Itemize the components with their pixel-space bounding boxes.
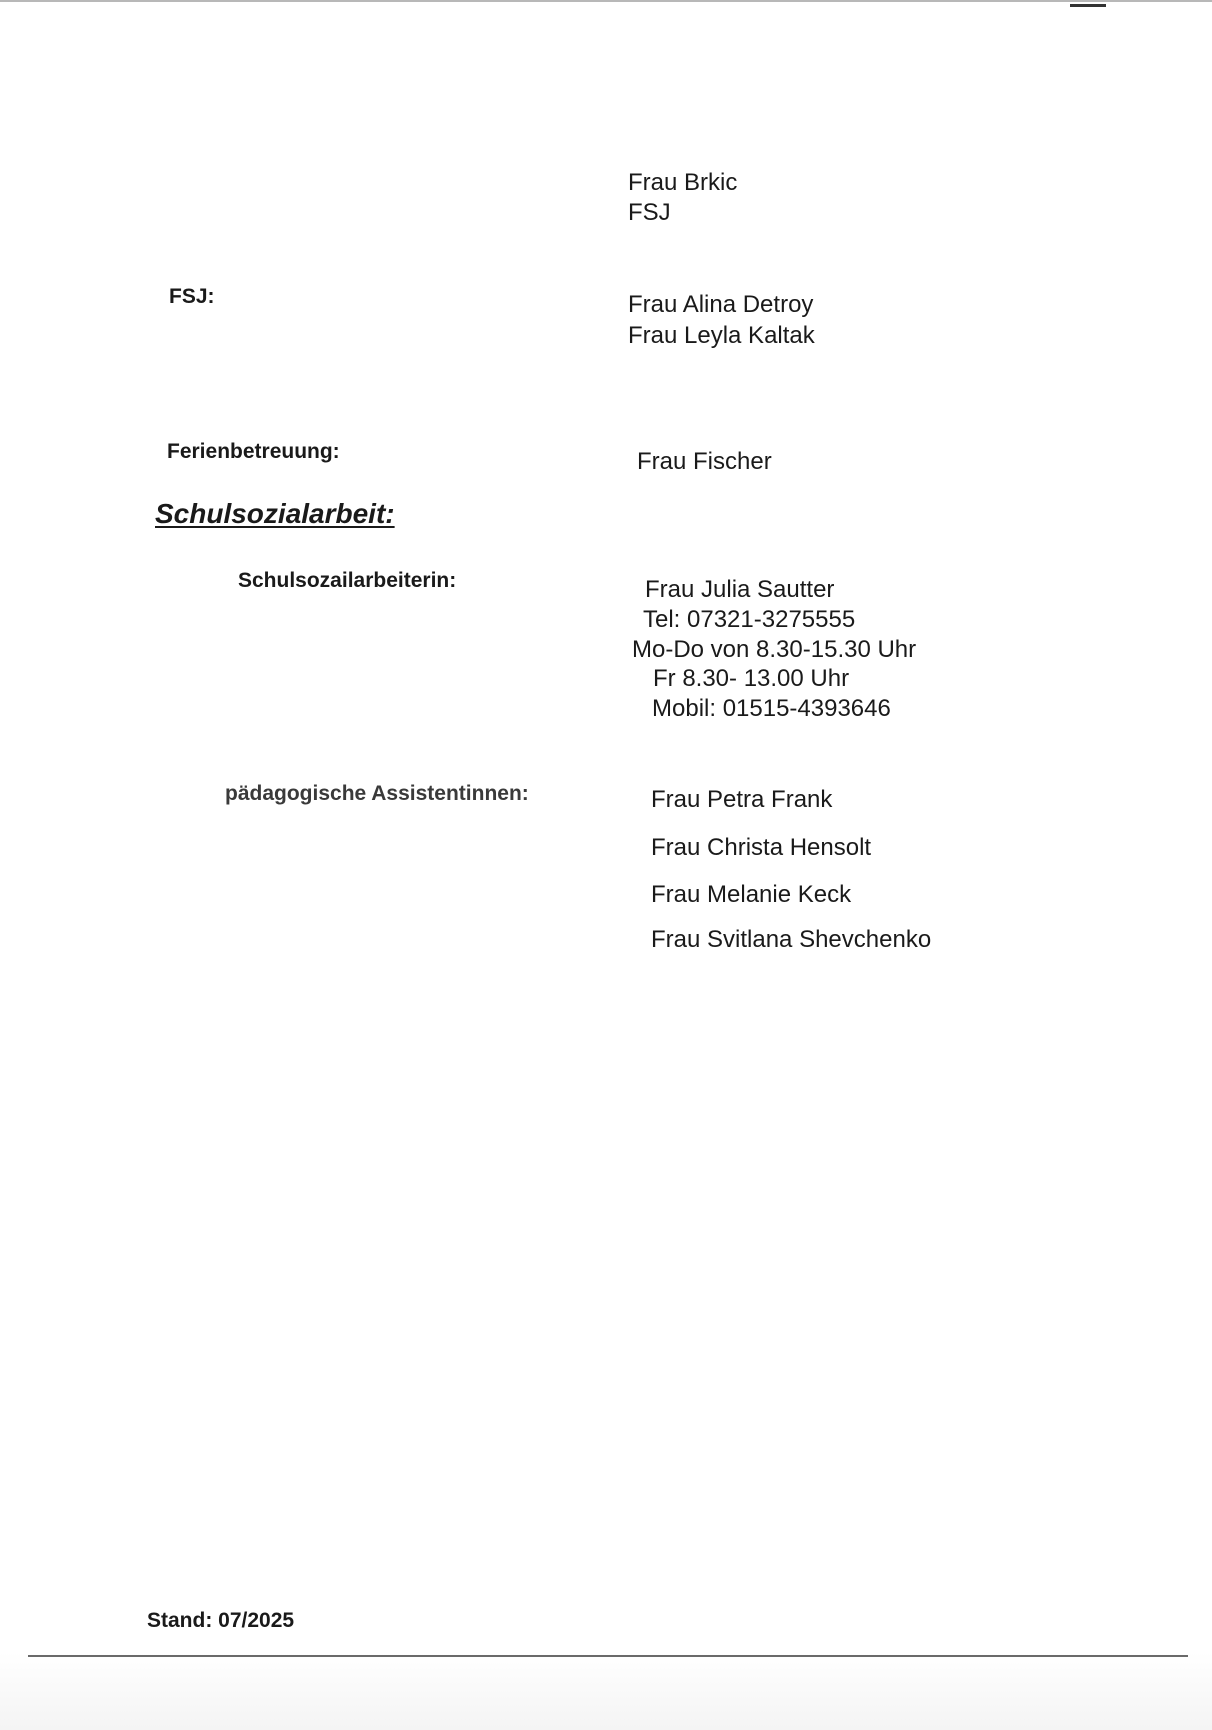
ferienbetreuung-label: Ferienbetreuung:	[167, 440, 340, 463]
footer-rule	[28, 1655, 1188, 1657]
top-block-role: FSJ	[628, 199, 671, 226]
stand-date: Stand: 07/2025	[147, 1609, 295, 1632]
schulsozialarbeiterin-mobil: Mobil: 01515-4393646	[652, 695, 891, 722]
schulsozialarbeiterin-name: Frau Julia Sautter	[645, 576, 835, 603]
fsj-name-1: Frau Alina Detroy	[628, 291, 814, 318]
assistentin-1: Frau Petra Frank	[651, 786, 833, 813]
schulsozialarbeiterin-hours-mo-do: Mo-Do von 8.30-15.30 Uhr	[632, 636, 917, 663]
schulsozialarbeiterin-tel: Tel: 07321-3275555	[643, 606, 856, 633]
assistentinnen-label: pädagogische Assistentinnen:	[225, 782, 529, 805]
fsj-label: FSJ:	[169, 285, 215, 308]
ferienbetreuung-name: Frau Fischer	[637, 448, 772, 475]
assistentin-4: Frau Svitlana Shevchenko	[651, 926, 932, 953]
scan-mark	[1070, 4, 1106, 7]
assistentin-2: Frau Christa Hensolt	[651, 834, 872, 861]
schulsozialarbeit-heading: Schulsozialarbeit:	[155, 498, 395, 529]
schulsozialarbeiterin-label: Schulsozailarbeiterin:	[238, 569, 457, 592]
assistentin-3: Frau Melanie Keck	[651, 881, 852, 908]
fsj-name-2: Frau Leyla Kaltak	[628, 322, 815, 349]
top-edge-line	[0, 0, 1212, 2]
schulsozialarbeiterin-hours-fr: Fr 8.30- 13.00 Uhr	[653, 665, 850, 692]
scan-bottom-band	[0, 1652, 1212, 1730]
top-block-name: Frau Brkic	[628, 169, 738, 196]
